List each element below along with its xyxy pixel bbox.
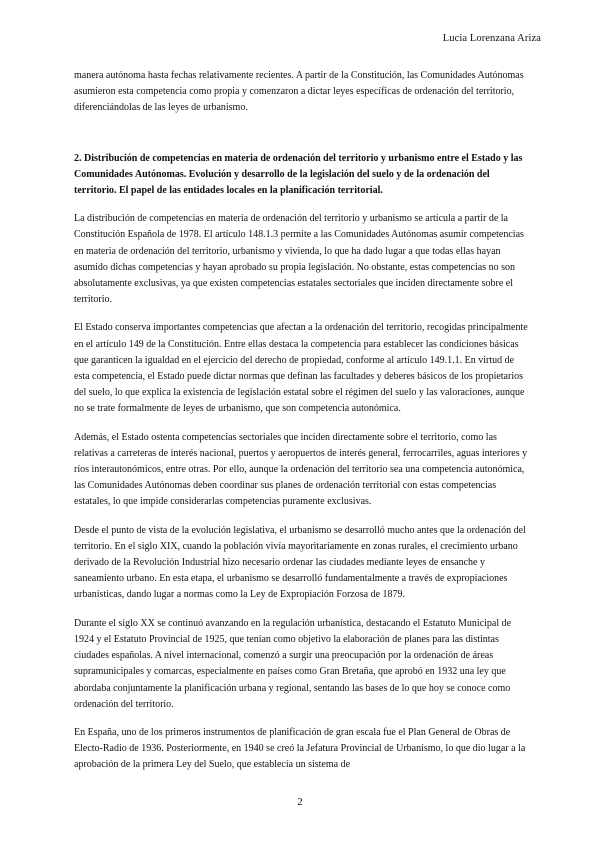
body-paragraph: En España, uno de los primeros instrumentos de planificación de gran escala fue el Plan General de Obras de Electo-Radio de 1936. Posteriormente, en 1940 se creó la Jefatura Provincial de Urbanismo, lo que dio lugar a la aprobación de la primera Ley del Suelo, que establecía un sistema de — [74, 726, 526, 771]
author-header: Lucia Lorenzana Ariza — [442, 33, 541, 44]
section-heading: 2. Distribución de competencias en materia de ordenación del territorio y urbanismo entre el Estado y las Comunidades Autónomas. Evolución y desarrollo de la legislación del suelo y de la ordenación del territorio. El papel de las entidades locales en la planificación territorial. — [74, 152, 523, 197]
intro-paragraph: manera autónoma hasta fechas relativamente recientes. A partir de la Constitución, las Comunidades Autónomas asumieron esta competencia como propia y comenzaron a dictar leyes específicas de ordenación del territorio, diferenciándolas de las leyes de urbanismo. — [74, 70, 524, 114]
body-paragraph: Desde el punto de vista de la evolución legislativa, el urbanismo se desarrolló mucho antes que la ordenación del territorio. En el siglo XIX, cuando la población vivía mayoritariamente en zonas rurales, el crecimiento urbano derivado de la Revolución Industrial hizo necesario ordenar las ciudades mediante leyes de ensanche y saneamiento urbano. En esta etapa, el urbanismo se desarrolló fundamentalmente a través de expropiaciones urbanísticas, dando lugar a normas como la Ley de Expropiación Forzosa de 1879. — [74, 524, 526, 601]
body-paragraph: La distribución de competencias en materia de ordenación del territorio y urbanismo se articula a partir de la Constitución Española de 1978. El artículo 148.1.3 permite a las Comunidades Autónomas asumir competencias en materia de ordenación del territorio, urbanismo y vivienda, lo que ha dado lugar a que todas ellas hayan asumido dichas competencias y hayan aprobado su propia legislación. No obstante, estas competencias no son absolutamente exclusivas, ya que existen competencias estatales sectoriales que inciden directamente sobre el territorio. — [74, 213, 524, 306]
body-paragraph: Durante el siglo XX se continuó avanzando en la regulación urbanística, destacando el Estatuto Municipal de 1924 y el Estatuto Provincial de 1925, que tenían como objetivo la elaboración de planes para las distintas ciudades españolas. A nivel internacional, comenzó a surgir una preocupación por la ordenación de áreas supramunicipales y comarcas, especialmente en países como Gran Bretaña, que aprobó en 1932 una ley que abordaba conjuntamente la planificación urbana y regional, sentando las bases de lo que hoy se conoce como ordenación del territorio. — [74, 617, 512, 710]
document-body — [74, 68, 530, 786]
body-paragraph: Además, el Estado ostenta competencias sectoriales que inciden directamente sobre el territorio, como las relativas a carreteras de interés nacional, puertos y aeropuertos de interés general, ferrocarriles, aguas interiores y ríos interautonómicos, entre otras. Por ello, aunque la ordenación del territorio sea una competencia autonómica, las Comunidades Autónomas deben coordinar sus planes de ordenación territorial con estas competencias estatales, lo que impide considerarlas competencias puramente exclusivas. — [74, 431, 528, 508]
body-paragraph: El Estado conserva importantes competencias que afectan a la ordenación del territorio, recogidas principalmente en el artículo 149 de la Constitución. Entre ellas destaca la competencia para establecer las condiciones básicas que garanticen la igualdad en el ejercicio del derecho de propiedad, conforme al artículo 149.1.1. En virtud de esta competencia, el Estado puede dictar normas que definan las facultades y deberes básicos de los propietarios del suelo, lo que explica la existencia de legislación estatal sobre el régimen del suelo y las valoraciones, aunque no se trate formalmente de leyes de urbanismo, que son competencia autonómica. — [74, 322, 528, 415]
page-number: 2 — [297, 796, 303, 808]
